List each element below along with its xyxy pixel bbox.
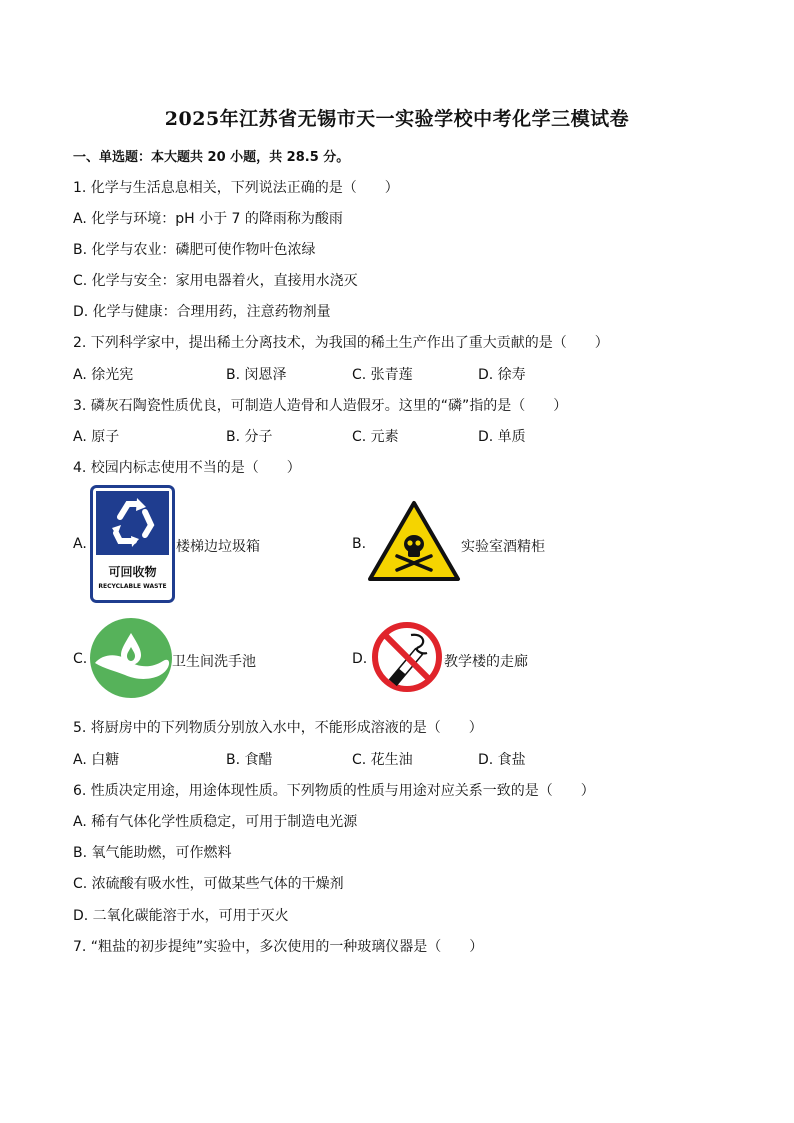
question-6-option-a: A. 稀有气体化学性质稳定，可用于制造电光源: [73, 814, 358, 830]
question-1-option-d: D. 化学与健康：合理用药，注意药物剂量: [73, 304, 331, 320]
question-4-option-a-label: A.: [73, 536, 87, 552]
recyclable-sign-caption: 可回收物: [108, 565, 157, 579]
water-saving-sign-icon: [89, 617, 173, 699]
question-4-option-b-label: B.: [352, 536, 367, 552]
question-4-option-d-label: D.: [352, 651, 368, 667]
question-5-option-c: C. 花生油: [352, 752, 413, 768]
question-4-option-a-text: 楼梯边垃圾箱: [176, 539, 260, 555]
question-4-option-b-text: 实验室酒精柜: [461, 539, 545, 555]
question-6-option-c: C. 浓硫酸有吸水性，可做某些气体的干燥剂: [73, 876, 344, 892]
question-5-option-a: A. 白糖: [73, 752, 120, 768]
question-5-stem: 5. 将厨房中的下列物质分别放入水中，不能形成溶液的是（ ）: [73, 720, 483, 736]
question-2-stem: 2. 下列科学家中，提出稀土分离技术，为我国的稀土生产作出了重大贡献的是（ ）: [73, 335, 609, 351]
question-7-stem: 7. “粗盐的初步提纯”实验中，多次使用的一种玻璃仪器是（ ）: [73, 939, 484, 955]
question-3-stem: 3. 磷灰石陶瓷性质优良，可制造人造骨和人造假牙。这里的“磷”指的是（ ）: [73, 398, 568, 414]
question-3-option-d: D. 单质: [478, 429, 526, 445]
question-1-stem: 1. 化学与生活息息相关，下列说法正确的是（ ）: [73, 180, 399, 196]
no-smoking-sign-icon: [371, 621, 443, 693]
recyclable-waste-sign-icon: [90, 485, 175, 603]
question-2-option-c: C. 张青莲: [352, 367, 413, 383]
question-4-option-c-text: 卫生间洗手池: [172, 654, 256, 670]
question-5-option-d: D. 食盐: [478, 752, 526, 768]
question-3-option-c: C. 元素: [352, 429, 399, 445]
question-6-option-b: B. 氧气能助燃，可作燃料: [73, 845, 232, 861]
question-1-option-c: C. 化学与安全：家用电器着火，直接用水浇灭: [73, 273, 358, 289]
question-4-option-c-label: C.: [73, 651, 88, 667]
section-heading: 一、单选题：本大题共 20 小题，共 28.5 分。: [73, 150, 350, 165]
recyclable-sign-subcaption: RECYCLABLE WASTE: [98, 583, 167, 590]
question-2-option-a: A. 徐光宪: [73, 367, 134, 383]
question-2-option-b: B. 闵恩泽: [226, 367, 287, 383]
question-6-stem: 6. 性质决定用途，用途体现性质。下列物质的性质与用途对应关系一致的是（ ）: [73, 783, 595, 799]
question-3-option-b: B. 分子: [226, 429, 273, 445]
question-6-option-d: D. 二氧化碳能溶于水，可用于灭火: [73, 908, 289, 924]
question-4-stem: 4. 校园内标志使用不当的是（ ）: [73, 460, 301, 476]
question-1-option-b: B. 化学与农业：磷肥可使作物叶色浓绿: [73, 242, 316, 258]
question-5-option-b: B. 食醋: [226, 752, 273, 768]
question-2-option-d: D. 徐寿: [478, 367, 526, 383]
question-1-option-a: A. 化学与环境：pH 小于 7 的降雨称为酸雨: [73, 211, 343, 227]
toxic-warning-sign-icon: [367, 500, 461, 582]
question-4-option-d-text: 教学楼的走廊: [444, 654, 528, 670]
question-3-option-a: A. 原子: [73, 429, 120, 445]
exam-title: 2025年江苏省无锡市天一实验学校中考化学三模试卷: [164, 108, 630, 130]
